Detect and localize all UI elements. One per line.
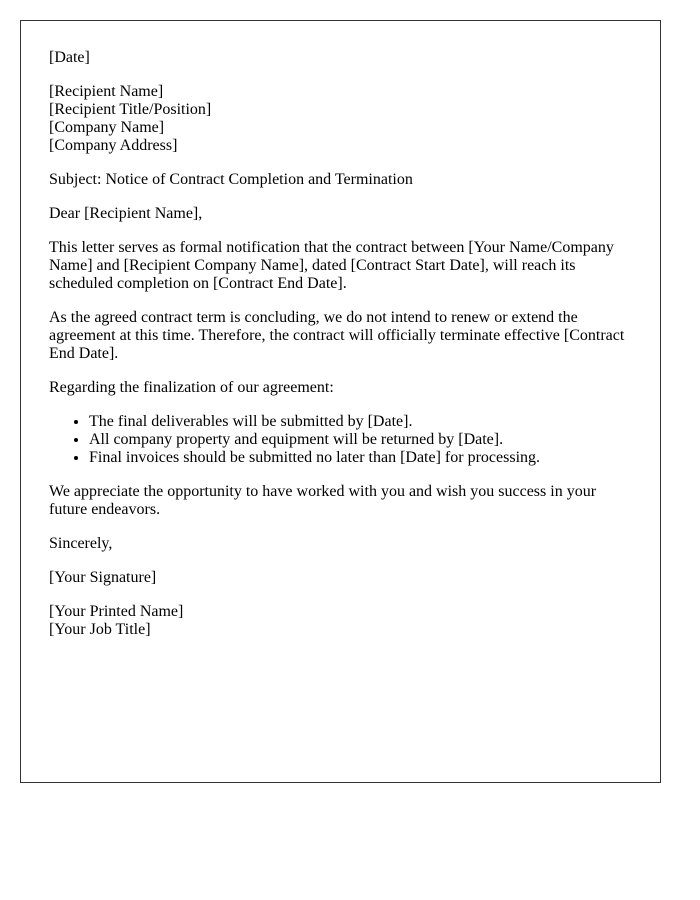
- closing-paragraph: We appreciate the opportunity to have worked with you and wish you success in your future endeavors.: [49, 483, 597, 518]
- sender-name: [Your Printed Name]: [49, 603, 184, 620]
- salutation: Dear [Recipient Name],: [49, 205, 203, 222]
- finalization-list: [49, 413, 632, 467]
- recipient-address: [Company Address]: [49, 137, 178, 154]
- signature: [Your Signature]: [49, 569, 157, 586]
- body-paragraph: This letter serves as formal notification that the contract between [Your Name/Company Name] and [Recipient Company Name], dated [Contract Start Date], will reach its scheduled completion on [Contract End Date].: [49, 239, 614, 292]
- sender-title: [Your Job Title]: [49, 621, 151, 638]
- list-item: • All company property and equipment will be returned by [Date].: [89, 431, 632, 449]
- body-paragraph: As the agreed contract term is concluding, we do not intend to renew or extend the agreement at this time. Therefore, the contract will officially terminate effective [Contract End Date].: [49, 309, 625, 362]
- subject-line: Subject: Notice of Contract Completion and Termination: [49, 171, 413, 188]
- sender-block: [49, 603, 632, 639]
- list-item: • Final invoices should be submitted no later than [Date] for processing.: [89, 449, 632, 467]
- letter: [20, 20, 661, 783]
- recipient-block: [49, 83, 632, 155]
- recipient-title: [Recipient Title/Position]: [49, 101, 212, 118]
- closing: Sincerely,: [49, 535, 113, 552]
- body-paragraph: Regarding the finalization of our agreement:: [49, 379, 334, 396]
- recipient-name: [Recipient Name]: [49, 83, 164, 100]
- list-item: • The final deliverables will be submitted by [Date].: [89, 413, 632, 431]
- recipient-company: [Company Name]: [49, 119, 165, 136]
- letter-date: [Date]: [49, 49, 90, 66]
